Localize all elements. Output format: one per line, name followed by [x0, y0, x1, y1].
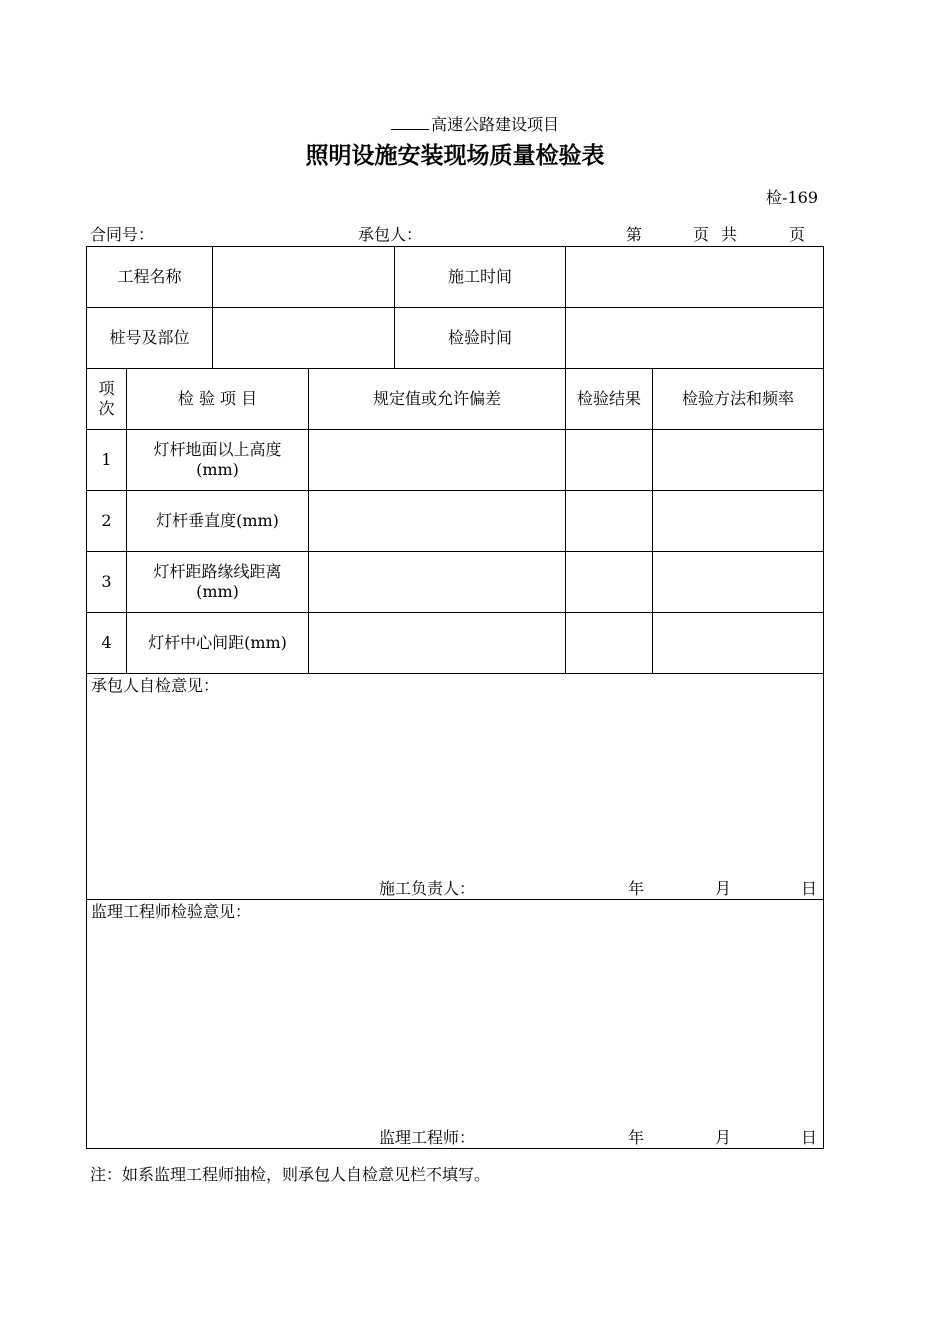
inspection-form-table	[86, 246, 824, 1149]
col-header-no-line1: 项	[98, 379, 115, 398]
row-number: 4	[87, 613, 127, 674]
row-item-line1: 灯杆中心间距(mm)	[148, 633, 287, 652]
contractor-day-label: 日	[801, 879, 818, 898]
row-number: 1	[87, 430, 127, 491]
col-header-method: 检验方法和频率	[653, 369, 824, 430]
engineer-month-label: 月	[715, 1128, 732, 1147]
row-method-cell[interactable]	[653, 613, 824, 674]
project-name-label: 工程名称	[87, 247, 213, 308]
station-value[interactable]	[213, 308, 395, 369]
col-header-spec: 规定值或允许偏差	[309, 369, 566, 430]
row-spec-cell[interactable]	[309, 430, 566, 491]
col-header-result: 检验结果	[566, 369, 653, 430]
row-result-cell[interactable]	[566, 613, 653, 674]
table-row	[87, 430, 824, 491]
engineer-opinion-row	[87, 900, 824, 1149]
inspection-time-label: 检验时间	[395, 308, 566, 369]
row-spec-cell[interactable]	[309, 491, 566, 552]
project-suffix: 高速公路建设项目	[430, 115, 559, 134]
pages-label: 页	[789, 225, 806, 244]
contractor-opinion-cell[interactable]	[87, 674, 824, 900]
contract-label: 合同号：	[90, 225, 155, 244]
col-header-no-line2: 次	[98, 399, 115, 418]
table-row	[87, 613, 824, 674]
info-row-1	[87, 247, 824, 308]
contractor-opinion-label: 承包人自检意见：	[91, 676, 220, 695]
row-item	[127, 613, 309, 674]
page-title: 照明设施安装现场质量检验表	[305, 143, 605, 169]
row-result-cell[interactable]	[566, 430, 653, 491]
column-header-row	[87, 369, 824, 430]
page-no-label: 第	[626, 225, 643, 244]
inspection-time-value[interactable]	[566, 308, 824, 369]
row-spec-cell[interactable]	[309, 613, 566, 674]
row-number: 2	[87, 491, 127, 552]
row-item-line1: 灯杆地面以上高度	[153, 440, 282, 459]
table-row	[87, 552, 824, 613]
row-result-cell[interactable]	[566, 491, 653, 552]
row-item-line2: (mm)	[196, 582, 239, 601]
form-number: 检-169	[766, 188, 818, 207]
row-spec-cell[interactable]	[309, 552, 566, 613]
engineer-signer-label: 监理工程师：	[379, 1128, 476, 1147]
contractor-label: 承包人：	[358, 225, 423, 244]
row-item	[127, 552, 309, 613]
row-item-line1: 灯杆距路缘线距离	[153, 562, 282, 581]
engineer-opinion-label: 监理工程师检验意见：	[91, 902, 252, 921]
total-label: 共	[721, 225, 738, 244]
station-label: 桩号及部位	[87, 308, 213, 369]
page-label: 页	[693, 225, 710, 244]
engineer-year-label: 年	[628, 1128, 645, 1147]
contractor-year-label: 年	[628, 879, 645, 898]
row-item	[127, 491, 309, 552]
project-name-blank[interactable]	[391, 115, 429, 130]
row-item	[127, 430, 309, 491]
row-item-line2: (mm)	[196, 460, 239, 479]
col-header-item: 检 验 项 目	[127, 369, 309, 430]
row-result-cell[interactable]	[566, 552, 653, 613]
construction-time-label: 施工时间	[395, 247, 566, 308]
row-item-line1: 灯杆垂直度(mm)	[156, 511, 279, 530]
contractor-month-label: 月	[715, 879, 732, 898]
engineer-day-label: 日	[801, 1128, 818, 1147]
col-header-no	[87, 369, 127, 430]
row-method-cell[interactable]	[653, 430, 824, 491]
project-name-value[interactable]	[213, 247, 395, 308]
row-method-cell[interactable]	[653, 552, 824, 613]
row-method-cell[interactable]	[653, 491, 824, 552]
contractor-opinion-row	[87, 674, 824, 900]
table-row	[87, 491, 824, 552]
row-number: 3	[87, 552, 127, 613]
engineer-opinion-cell[interactable]	[87, 900, 824, 1149]
construction-time-value[interactable]	[566, 247, 824, 308]
info-row-2	[87, 308, 824, 369]
footnote: 注：如系监理工程师抽检，则承包人自检意见栏不填写。	[90, 1165, 491, 1184]
contractor-signer-label: 施工负责人：	[379, 879, 476, 898]
project-subtitle	[0, 112, 950, 135]
